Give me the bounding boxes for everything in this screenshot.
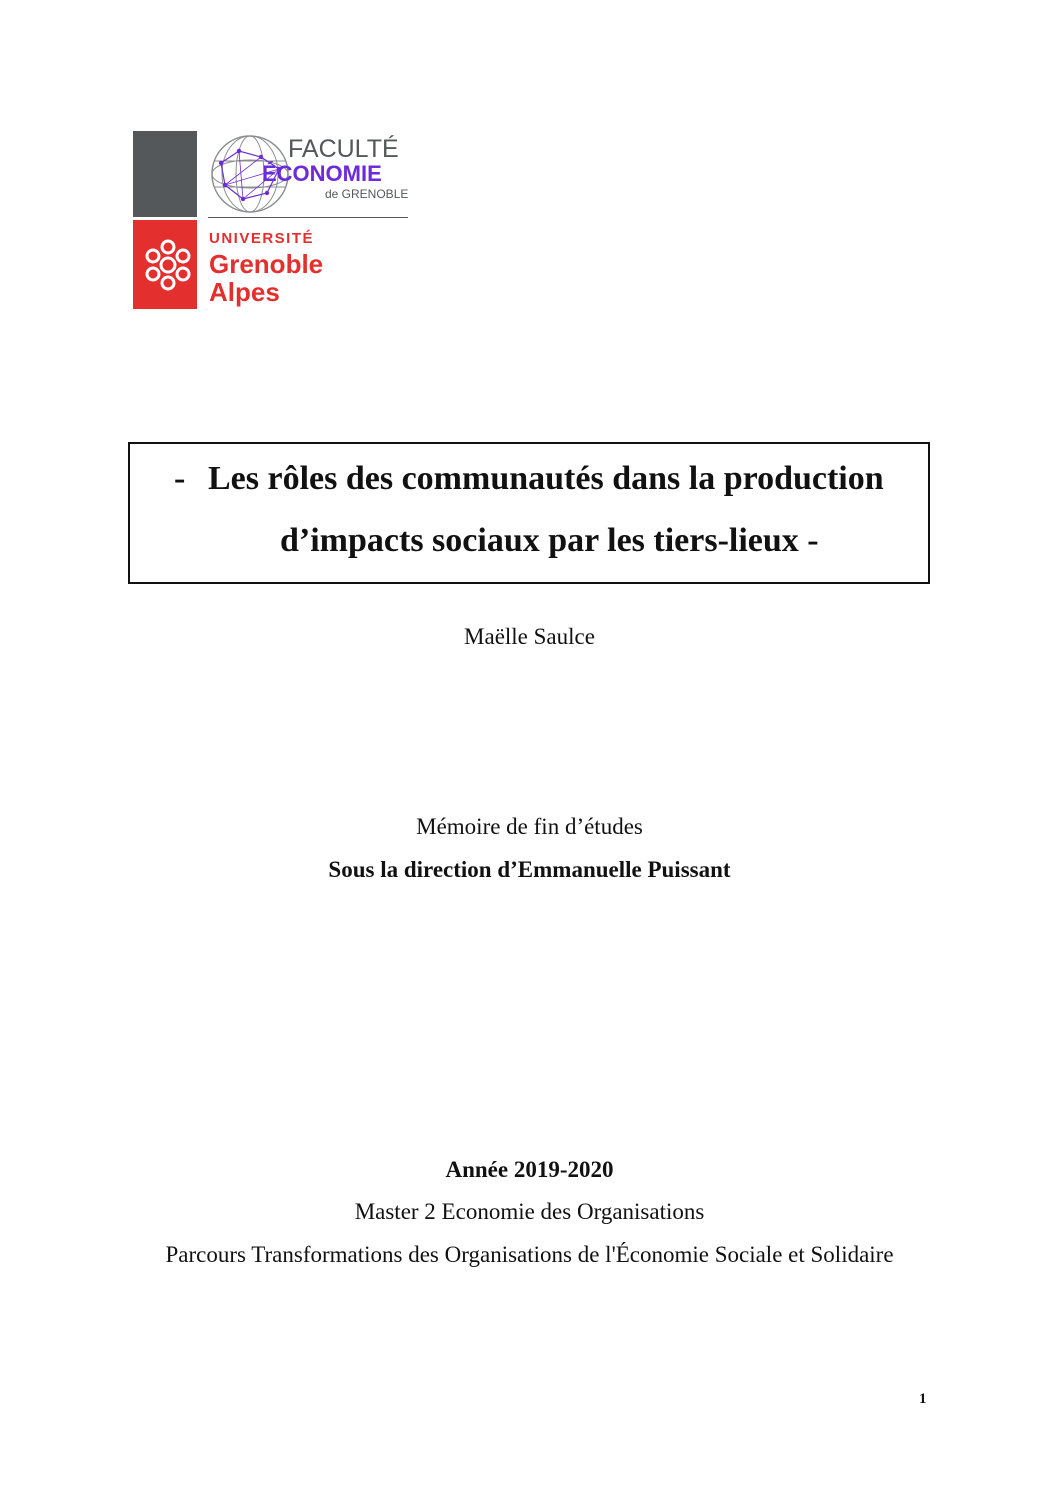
university-name-line1: UNIVERSITÉ [209, 230, 315, 247]
faculty-name-line1: FACULTÉ [288, 135, 399, 163]
faculty-name-line2: ÉCONOMIE [262, 161, 382, 186]
university-name-line3: Alpes [209, 277, 280, 307]
title-line2: d’impacts sociaux par les tiers-lieux - [280, 522, 819, 559]
university-name-line2: Grenoble [209, 249, 324, 279]
title-box [128, 442, 930, 584]
document-type: Mémoire de fin d’études [416, 814, 643, 839]
university-logo [133, 131, 410, 310]
author-name: Maëlle Saulce [464, 624, 595, 649]
academic-year: Année 2019-2020 [445, 1157, 614, 1182]
track-name: Parcours Transformations des Organisations de l'Économie Sociale et Solidaire [165, 1242, 894, 1267]
program-name: Master 2 Economie des Organisations [354, 1199, 705, 1224]
logo-grey-block [133, 131, 197, 217]
title-dash: - [174, 460, 186, 497]
page-number: 1 [919, 1391, 927, 1407]
supervisor-line: Sous la direction d’Emmanuelle Puissant [328, 857, 731, 882]
title-line1-text: Les rôles des communautés dans la production [208, 460, 884, 497]
title-line1 [174, 462, 884, 496]
faculty-name-line3: de GRENOBLE [325, 187, 409, 201]
flower-emblem-icon [145, 235, 191, 295]
logo-divider [208, 217, 408, 218]
